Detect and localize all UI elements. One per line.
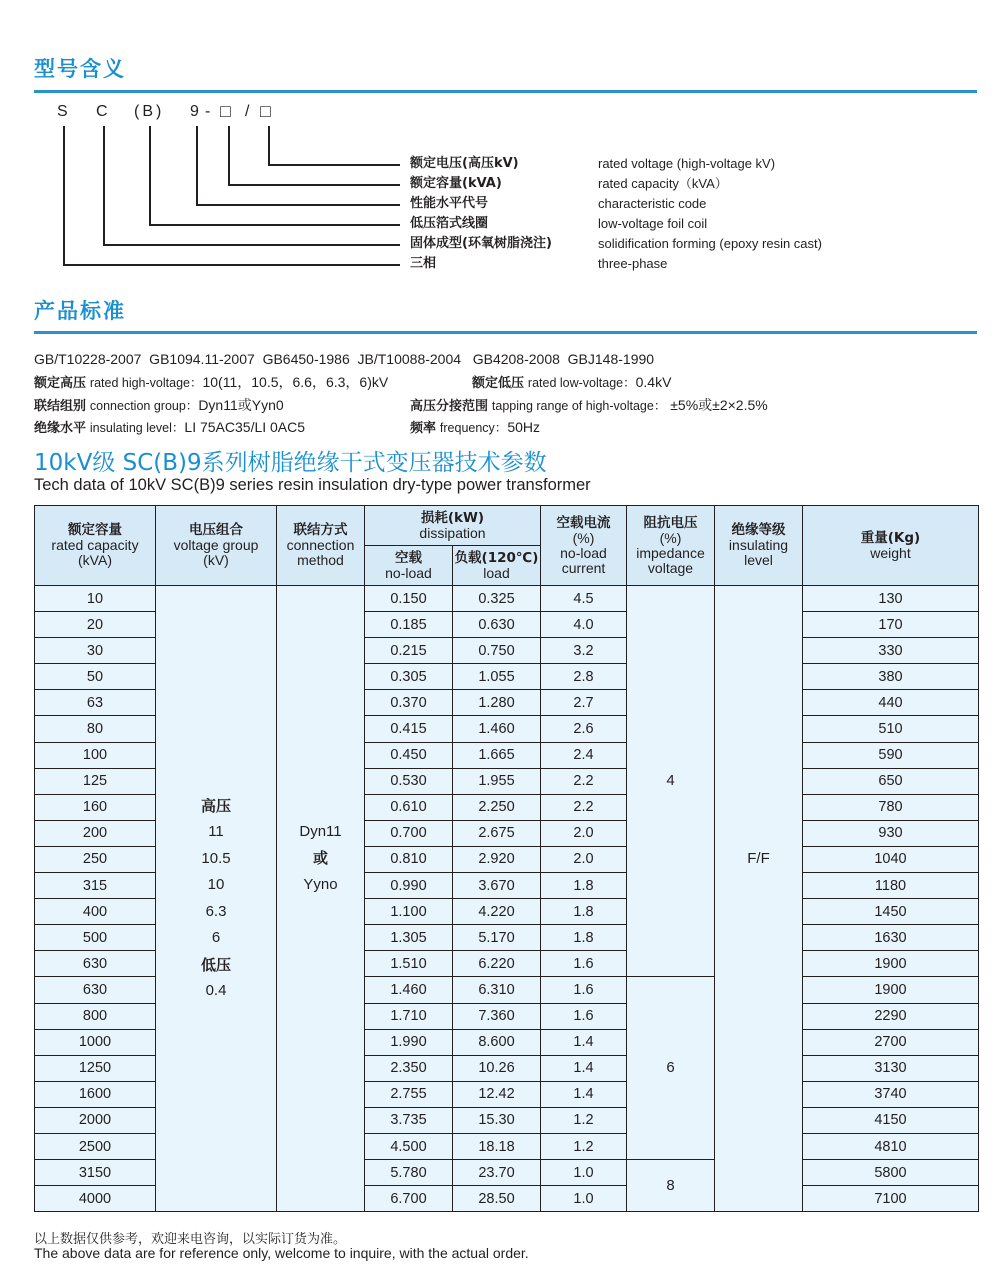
code-part-b: (B) xyxy=(134,103,165,120)
cell-rated-capacity: 4000 xyxy=(35,1186,156,1212)
section-divider xyxy=(34,331,977,334)
cell-no-load-loss: 3.735 xyxy=(365,1107,453,1133)
section-divider xyxy=(34,90,977,93)
cell-no-load-current: 2.4 xyxy=(541,742,627,768)
cell-no-load-loss: 0.450 xyxy=(365,742,453,768)
cell-weight: 1630 xyxy=(803,925,979,951)
header-weight: 重量(Kg) weight xyxy=(803,506,979,586)
cell-rated-capacity: 30 xyxy=(35,638,156,664)
connection-item: Dyn11 xyxy=(299,822,342,840)
cell-load-loss: 0.630 xyxy=(453,612,541,638)
cell-no-load-current: 1.6 xyxy=(541,951,627,977)
code-part-capacity-box: □ xyxy=(220,101,231,121)
tech-data-title: 10kV级 SC(B)9系列树脂绝缘干式变压器技术参数 xyxy=(34,450,547,476)
cell-no-load-current: 1.4 xyxy=(541,1055,627,1081)
spec-rated-high-voltage: 额定高压 rated high-voltage：10(11，10.5，6.6，6.3，6)kV xyxy=(34,374,389,391)
cell-no-load-loss: 0.415 xyxy=(365,716,453,742)
cell-no-load-loss: 0.990 xyxy=(365,873,453,899)
cell-weight: 650 xyxy=(803,768,979,794)
cell-rated-capacity: 500 xyxy=(35,925,156,951)
cell-load-loss: 12.42 xyxy=(453,1081,541,1107)
cell-rated-capacity: 630 xyxy=(35,951,156,977)
cell-no-load-current: 4.0 xyxy=(541,612,627,638)
voltage-group-item: 10 xyxy=(207,876,225,894)
cell-no-load-loss: 0.810 xyxy=(365,846,453,872)
header-no-load-loss: 空载 no-load xyxy=(365,546,453,586)
cell-weight: 1450 xyxy=(803,899,979,925)
note-english: The above data are for reference only, welcome to inquire, with the actual order. xyxy=(34,1245,529,1261)
section-title-standards: 产品标准 xyxy=(34,299,126,323)
cell-no-load-current: 1.0 xyxy=(541,1186,627,1212)
code-part-9: 9 xyxy=(190,103,199,120)
cell-load-loss: 4.220 xyxy=(453,899,541,925)
header-dissipation: 损耗(kW) dissipation xyxy=(365,506,541,546)
cell-load-loss: 6.310 xyxy=(453,977,541,1003)
cell-load-loss: 1.280 xyxy=(453,690,541,716)
cell-rated-capacity: 63 xyxy=(35,690,156,716)
cell-weight: 4150 xyxy=(803,1107,979,1133)
cell-no-load-current: 2.0 xyxy=(541,846,627,872)
meaning-en-rated-capacity: rated capacity（kVA） xyxy=(598,176,728,191)
cell-no-load-loss: 0.305 xyxy=(365,664,453,690)
spec-tapping-range: 高压分接范围 tapping range of high-voltage： ±5%或±2×2.5% xyxy=(410,397,768,414)
cell-rated-capacity: 20 xyxy=(35,612,156,638)
cell-no-load-current: 1.6 xyxy=(541,977,627,1003)
cell-rated-capacity: 50 xyxy=(35,664,156,690)
cell-load-loss: 10.26 xyxy=(453,1055,541,1081)
cell-weight: 330 xyxy=(803,638,979,664)
code-part-s: S xyxy=(57,103,68,120)
cell-no-load-current: 1.8 xyxy=(541,873,627,899)
cell-rated-capacity: 250 xyxy=(35,846,156,872)
cell-weight: 3130 xyxy=(803,1055,979,1081)
cell-rated-capacity: 3150 xyxy=(35,1160,156,1186)
voltage-group-item: 6.3 xyxy=(205,902,227,920)
cell-weight: 380 xyxy=(803,664,979,690)
cell-no-load-loss: 6.700 xyxy=(365,1186,453,1212)
cell-no-load-loss: 0.185 xyxy=(365,612,453,638)
meaning-cn-solidification: 固体成型(环氧树脂浇注) xyxy=(410,236,552,251)
cell-weight: 1900 xyxy=(803,977,979,1003)
note-chinese: 以上数据仅供参考，欢迎来电咨询，以实际订货为准。 xyxy=(34,1232,347,1247)
meaning-cn-rated-capacity: 额定容量(kVA) xyxy=(410,176,502,191)
cell-rated-capacity: 2000 xyxy=(35,1107,156,1133)
meaning-cn-foil-coil: 低压箔式线圈 xyxy=(410,216,489,231)
cell-no-load-current: 2.2 xyxy=(541,794,627,820)
cell-load-loss: 2.250 xyxy=(453,794,541,820)
header-no-load-current: 空载电流 (%) no-load current xyxy=(541,506,627,586)
cell-weight: 3740 xyxy=(803,1081,979,1107)
cell-rated-capacity: 1600 xyxy=(35,1081,156,1107)
cell-load-loss: 6.220 xyxy=(453,951,541,977)
code-part-slash: / xyxy=(245,103,250,120)
cell-no-load-loss: 1.460 xyxy=(365,977,453,1003)
cell-insulating-level: F/F xyxy=(715,586,803,1212)
voltage-group-item: 高压 xyxy=(200,796,231,815)
cell-weight: 130 xyxy=(803,586,979,612)
cell-load-loss: 0.325 xyxy=(453,586,541,612)
header-connection-method: 联结方式 connection method xyxy=(277,506,365,586)
cell-rated-capacity: 200 xyxy=(35,820,156,846)
cell-rated-capacity: 630 xyxy=(35,977,156,1003)
cell-rated-capacity: 400 xyxy=(35,899,156,925)
cell-load-loss: 7.360 xyxy=(453,1003,541,1029)
cell-load-loss: 1.055 xyxy=(453,664,541,690)
cell-weight: 7100 xyxy=(803,1186,979,1212)
header-voltage-group: 电压组合 voltage group (kV) xyxy=(156,506,277,586)
cell-weight: 2290 xyxy=(803,1003,979,1029)
cell-rated-capacity: 315 xyxy=(35,873,156,899)
voltage-group-item: 10.5 xyxy=(201,849,231,867)
cell-load-loss: 3.670 xyxy=(453,873,541,899)
cell-no-load-current: 1.2 xyxy=(541,1107,627,1133)
code-part-c: C xyxy=(96,103,108,120)
cell-rated-capacity: 800 xyxy=(35,1003,156,1029)
cell-load-loss: 2.675 xyxy=(453,820,541,846)
meaning-en-solidification: solidification forming (epoxy resin cast) xyxy=(598,236,822,251)
cell-no-load-current: 3.2 xyxy=(541,638,627,664)
cell-weight: 780 xyxy=(803,794,979,820)
tech-data-subtitle: Tech data of 10kV SC(B)9 series resin insulation dry-type power transformer xyxy=(34,476,591,494)
header-load-loss: 负载(120℃) load xyxy=(453,546,541,586)
cell-no-load-loss: 0.215 xyxy=(365,638,453,664)
cell-weight: 440 xyxy=(803,690,979,716)
cell-no-load-current: 4.5 xyxy=(541,586,627,612)
cell-no-load-current: 1.4 xyxy=(541,1081,627,1107)
cell-rated-capacity: 10 xyxy=(35,586,156,612)
cell-load-loss: 1.460 xyxy=(453,716,541,742)
cell-no-load-current: 2.8 xyxy=(541,664,627,690)
cell-no-load-current: 1.8 xyxy=(541,899,627,925)
cell-no-load-loss: 0.700 xyxy=(365,820,453,846)
voltage-group-item: 0.4 xyxy=(205,982,227,1000)
meaning-en-three-phase: three-phase xyxy=(598,256,668,271)
cell-impedance-voltage: 8 xyxy=(627,1160,715,1212)
section-title-model-meaning: 型号含义 xyxy=(34,57,126,81)
meaning-cn-three-phase: 三相 xyxy=(410,256,437,271)
cell-load-loss: 23.70 xyxy=(453,1160,541,1186)
cell-no-load-current: 2.0 xyxy=(541,820,627,846)
cell-weight: 5800 xyxy=(803,1160,979,1186)
cell-no-load-loss: 2.350 xyxy=(365,1055,453,1081)
cell-weight: 4810 xyxy=(803,1133,979,1159)
cell-no-load-loss: 1.305 xyxy=(365,925,453,951)
cell-no-load-current: 1.8 xyxy=(541,925,627,951)
voltage-group-item: 11 xyxy=(208,823,224,841)
cell-rated-capacity: 80 xyxy=(35,716,156,742)
meaning-en-characteristic-code: characteristic code xyxy=(598,196,707,211)
table-row xyxy=(35,586,979,612)
cell-no-load-loss: 0.150 xyxy=(365,586,453,612)
header-rated-capacity: 额定容量 rated capacity (kVA) xyxy=(35,506,156,586)
cell-rated-capacity: 160 xyxy=(35,794,156,820)
cell-no-load-current: 2.2 xyxy=(541,768,627,794)
cell-rated-capacity: 1250 xyxy=(35,1055,156,1081)
cell-load-loss: 0.750 xyxy=(453,638,541,664)
cell-no-load-loss: 5.780 xyxy=(365,1160,453,1186)
voltage-group-item: 6 xyxy=(211,929,221,947)
header-insulating-level: 绝缘等级 insulating level xyxy=(715,506,803,586)
cell-no-load-loss: 0.530 xyxy=(365,768,453,794)
cell-weight: 2700 xyxy=(803,1029,979,1055)
code-part-dash: - xyxy=(205,103,211,120)
cell-no-load-loss: 1.100 xyxy=(365,899,453,925)
spec-rated-low-voltage: 额定低压 rated low-voltage：0.4kV xyxy=(472,374,672,391)
cell-rated-capacity: 100 xyxy=(35,742,156,768)
cell-no-load-current: 1.0 xyxy=(541,1160,627,1186)
spec-insulating-level: 绝缘水平 insulating level：LI 75AC35/LI 0AC5 xyxy=(34,419,306,436)
cell-no-load-loss: 1.990 xyxy=(365,1029,453,1055)
cell-weight: 1180 xyxy=(803,873,979,899)
cell-impedance-voltage: 6 xyxy=(627,977,715,1160)
cell-load-loss: 8.600 xyxy=(453,1029,541,1055)
code-part-voltage-box: □ xyxy=(260,101,271,121)
cell-no-load-loss: 0.610 xyxy=(365,794,453,820)
meaning-en-foil-coil: low-voltage foil coil xyxy=(598,216,708,231)
cell-no-load-current: 1.6 xyxy=(541,1003,627,1029)
cell-no-load-loss: 2.755 xyxy=(365,1081,453,1107)
cell-weight: 590 xyxy=(803,742,979,768)
voltage-group-item: 低压 xyxy=(200,955,231,974)
cell-rated-capacity: 1000 xyxy=(35,1029,156,1055)
cell-weight: 930 xyxy=(803,820,979,846)
cell-rated-capacity: 2500 xyxy=(35,1133,156,1159)
meaning-cn-characteristic-code: 性能水平代号 xyxy=(410,196,489,211)
cell-no-load-current: 2.6 xyxy=(541,716,627,742)
cell-load-loss: 5.170 xyxy=(453,925,541,951)
cell-weight: 1040 xyxy=(803,846,979,872)
standard-codes: GB/T10228-2007 GB1094.11-2007 GB6450-1986 JB/T10088-2004 GB4208-2008 GBJ148-1990 xyxy=(34,351,655,367)
cell-no-load-current: 2.7 xyxy=(541,690,627,716)
spec-connection-group: 联结组别 connection group：Dyn11或Yyn0 xyxy=(34,397,284,414)
cell-weight: 170 xyxy=(803,612,979,638)
meaning-cn-rated-voltage: 额定电压(高压kV) xyxy=(410,156,519,171)
cell-weight: 1900 xyxy=(803,951,979,977)
cell-load-loss: 1.955 xyxy=(453,768,541,794)
cell-weight: 510 xyxy=(803,716,979,742)
cell-no-load-current: 1.4 xyxy=(541,1029,627,1055)
header-impedance-voltage: 阻抗电压 (%) impedance voltage xyxy=(627,506,715,586)
meaning-en-rated-voltage: rated voltage (high-voltage kV) xyxy=(598,156,776,171)
cell-no-load-current: 1.2 xyxy=(541,1133,627,1159)
cell-load-loss: 18.18 xyxy=(453,1133,541,1159)
cell-load-loss: 15.30 xyxy=(453,1107,541,1133)
connection-item: Yyno xyxy=(303,875,338,893)
cell-impedance-voltage: 4 xyxy=(627,586,715,977)
cell-no-load-loss: 0.370 xyxy=(365,690,453,716)
cell-load-loss: 2.920 xyxy=(453,846,541,872)
spec-frequency: 频率 frequency：50Hz xyxy=(410,419,540,436)
cell-rated-capacity: 125 xyxy=(35,768,156,794)
cell-no-load-loss: 1.510 xyxy=(365,951,453,977)
cell-no-load-loss: 4.500 xyxy=(365,1133,453,1159)
tech-data-table xyxy=(34,505,979,1212)
cell-connection-method xyxy=(277,586,365,1212)
connection-item: 或 xyxy=(312,849,328,868)
cell-no-load-loss: 1.710 xyxy=(365,1003,453,1029)
cell-load-loss: 28.50 xyxy=(453,1186,541,1212)
cell-voltage-group xyxy=(156,586,277,1212)
cell-load-loss: 1.665 xyxy=(453,742,541,768)
